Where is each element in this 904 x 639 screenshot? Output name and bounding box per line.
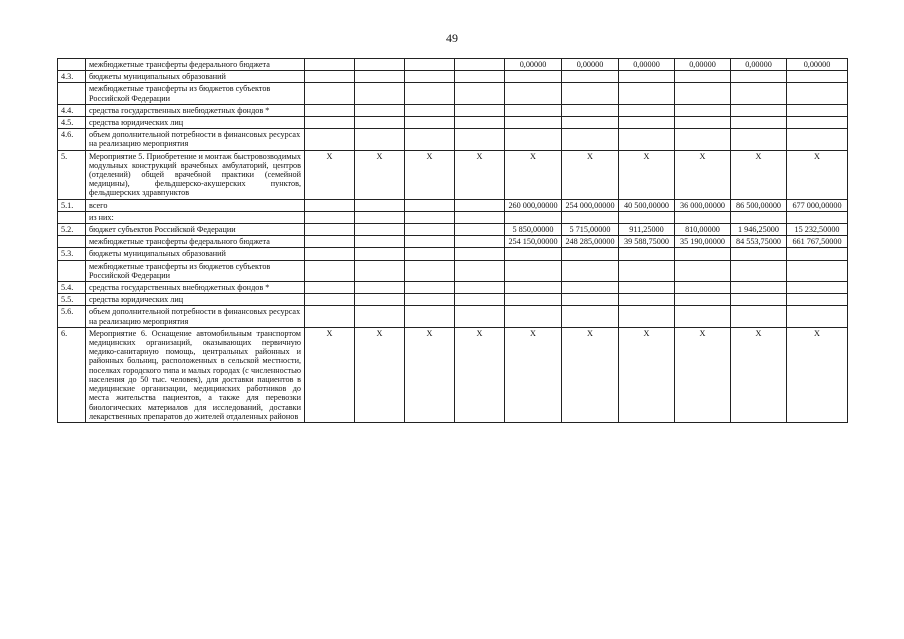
value-cell [455, 117, 505, 129]
value-cell: X [619, 150, 675, 199]
value-cell [405, 199, 455, 211]
value-cell [305, 59, 355, 71]
value-cell: 39 588,75000 [619, 236, 675, 248]
value-cell [455, 59, 505, 71]
row-number: 5.2. [58, 224, 86, 236]
value-cell [787, 306, 848, 327]
value-cell [355, 282, 405, 294]
value-cell [619, 282, 675, 294]
value-cell: 0,00000 [562, 59, 619, 71]
value-cell [305, 306, 355, 327]
value-cell [562, 83, 619, 104]
value-cell: X [305, 150, 355, 199]
value-cell [405, 236, 455, 248]
value-cell [355, 104, 405, 116]
value-cell [731, 294, 787, 306]
value-cell [675, 294, 731, 306]
value-cell: 810,00000 [675, 224, 731, 236]
value-cell [455, 199, 505, 211]
value-cell: 35 190,00000 [675, 236, 731, 248]
value-cell [787, 117, 848, 129]
value-cell: 260 000,00000 [505, 199, 562, 211]
table-row [58, 294, 848, 306]
value-cell [505, 129, 562, 150]
value-cell [355, 236, 405, 248]
value-cell [455, 294, 505, 306]
value-cell: 0,00000 [787, 59, 848, 71]
value-cell [619, 294, 675, 306]
table-row [58, 327, 848, 422]
value-cell: X [787, 327, 848, 422]
row-number [58, 83, 86, 104]
table-row [58, 150, 848, 199]
value-cell [305, 260, 355, 281]
value-cell [405, 59, 455, 71]
row-description: Мероприятие 5. Приобретение и монтаж быстровозводимых модульных конструкций врачебных амбулаторий, центров (отделений) общей врачебной практики (семейной медицины), фельдшерско-акушерских пунктов, фельдшерских здравпунктов [86, 150, 305, 199]
value-cell [305, 199, 355, 211]
value-cell: X [355, 327, 405, 422]
value-cell: X [787, 150, 848, 199]
row-description: межбюджетные трансферты федерального бюджета [86, 59, 305, 71]
value-cell [455, 104, 505, 116]
value-cell [505, 71, 562, 83]
table-row [58, 306, 848, 327]
value-cell [405, 104, 455, 116]
value-cell [455, 129, 505, 150]
row-description: межбюджетные трансферты из бюджетов субъектов Российской Федерации [86, 83, 305, 104]
value-cell [505, 104, 562, 116]
value-cell: X [562, 327, 619, 422]
value-cell [731, 104, 787, 116]
value-cell: X [305, 327, 355, 422]
row-number [58, 260, 86, 281]
value-cell [355, 294, 405, 306]
value-cell [355, 224, 405, 236]
value-cell [787, 104, 848, 116]
value-cell [355, 248, 405, 260]
table-row [58, 211, 848, 223]
value-cell [505, 83, 562, 104]
value-cell [675, 282, 731, 294]
row-description: всего [86, 199, 305, 211]
value-cell [505, 248, 562, 260]
value-cell [675, 83, 731, 104]
value-cell: X [355, 150, 405, 199]
value-cell: 0,00000 [731, 59, 787, 71]
value-cell [619, 260, 675, 281]
value-cell [405, 282, 455, 294]
value-cell [355, 211, 405, 223]
value-cell [405, 260, 455, 281]
table-row [58, 71, 848, 83]
value-cell: 86 500,00000 [731, 199, 787, 211]
row-description: бюджет субъектов Российской Федерации [86, 224, 305, 236]
value-cell [562, 306, 619, 327]
table-row [58, 236, 848, 248]
value-cell [405, 248, 455, 260]
value-cell [731, 248, 787, 260]
row-description: средства юридических лиц [86, 294, 305, 306]
table-row [58, 59, 848, 71]
row-number: 6. [58, 327, 86, 422]
value-cell [787, 71, 848, 83]
row-description: из них: [86, 211, 305, 223]
value-cell [562, 248, 619, 260]
value-cell [731, 211, 787, 223]
value-cell [305, 129, 355, 150]
value-cell: X [731, 327, 787, 422]
value-cell: 0,00000 [619, 59, 675, 71]
value-cell: X [405, 150, 455, 199]
value-cell: X [675, 150, 731, 199]
page-number: 49 [446, 31, 458, 45]
row-description: межбюджетные трансферты федерального бюджета [86, 236, 305, 248]
row-description: Мероприятие 6. Оснащение автомобильным транспортом медицинских организаций, оказывающих первичную медико-санитарную помощь, центральных районных и районных больниц, расположенных в сельской местности, поселках городского типа и малых городах (с численностью населения до 50 тыс. человек), для доставки пациентов в медицинские организации, медицинских работников до места жительства пациентов, а также для перевозки биологических материалов для исследований, доставки лекарственных препаратов до жителей отдаленных районов [86, 327, 305, 422]
table-body [58, 59, 848, 423]
value-cell: X [675, 327, 731, 422]
value-cell [405, 294, 455, 306]
table-row [58, 199, 848, 211]
value-cell [305, 224, 355, 236]
row-number: 4.4. [58, 104, 86, 116]
value-cell: 911,25000 [619, 224, 675, 236]
row-description: бюджеты муниципальных образований [86, 71, 305, 83]
value-cell [731, 282, 787, 294]
value-cell [787, 294, 848, 306]
value-cell: 40 500,00000 [619, 199, 675, 211]
row-number [58, 59, 86, 71]
row-number: 5. [58, 150, 86, 199]
row-number [58, 236, 86, 248]
value-cell [731, 71, 787, 83]
value-cell [731, 117, 787, 129]
value-cell [355, 59, 405, 71]
row-description: бюджеты муниципальных образований [86, 248, 305, 260]
value-cell: X [505, 327, 562, 422]
value-cell [355, 199, 405, 211]
value-cell [787, 248, 848, 260]
row-number: 5.1. [58, 199, 86, 211]
value-cell [455, 236, 505, 248]
value-cell: 5 850,00000 [505, 224, 562, 236]
value-cell [562, 104, 619, 116]
value-cell [505, 260, 562, 281]
value-cell [675, 71, 731, 83]
value-cell [562, 294, 619, 306]
value-cell [355, 129, 405, 150]
value-cell [787, 282, 848, 294]
row-description: объем дополнительной потребности в финансовых ресурсах на реализацию мероприятия [86, 129, 305, 150]
value-cell [455, 282, 505, 294]
value-cell [405, 129, 455, 150]
table-row [58, 260, 848, 281]
value-cell [455, 224, 505, 236]
value-cell [455, 248, 505, 260]
table-row [58, 282, 848, 294]
value-cell [505, 282, 562, 294]
value-cell [405, 71, 455, 83]
row-description: средства государственных внебюджетных фондов * [86, 104, 305, 116]
value-cell [355, 306, 405, 327]
value-cell [675, 129, 731, 150]
value-cell [675, 306, 731, 327]
budget-table [57, 58, 848, 423]
value-cell [675, 117, 731, 129]
value-cell [562, 117, 619, 129]
value-cell [787, 260, 848, 281]
row-number: 5.3. [58, 248, 86, 260]
value-cell [405, 83, 455, 104]
value-cell [619, 83, 675, 104]
value-cell [562, 129, 619, 150]
value-cell: 15 232,50000 [787, 224, 848, 236]
row-number: 5.6. [58, 306, 86, 327]
table-row [58, 129, 848, 150]
value-cell [562, 282, 619, 294]
value-cell: 1 946,25000 [731, 224, 787, 236]
value-cell [505, 211, 562, 223]
value-cell [305, 282, 355, 294]
value-cell [305, 211, 355, 223]
value-cell [562, 71, 619, 83]
value-cell [675, 248, 731, 260]
value-cell [405, 211, 455, 223]
value-cell [562, 211, 619, 223]
row-description: средства государственных внебюджетных фондов * [86, 282, 305, 294]
value-cell [505, 117, 562, 129]
value-cell [619, 104, 675, 116]
value-cell: 254 150,00000 [505, 236, 562, 248]
value-cell [619, 248, 675, 260]
value-cell [619, 211, 675, 223]
value-cell: 677 000,00000 [787, 199, 848, 211]
value-cell: 84 553,75000 [731, 236, 787, 248]
value-cell [619, 71, 675, 83]
value-cell [675, 211, 731, 223]
value-cell [305, 83, 355, 104]
value-cell: X [405, 327, 455, 422]
row-number [58, 211, 86, 223]
value-cell: X [562, 150, 619, 199]
row-description: межбюджетные трансферты из бюджетов субъектов Российской Федерации [86, 260, 305, 281]
value-cell [305, 104, 355, 116]
value-cell [305, 236, 355, 248]
value-cell [731, 83, 787, 104]
table-row [58, 104, 848, 116]
value-cell [305, 294, 355, 306]
value-cell: 254 000,00000 [562, 199, 619, 211]
value-cell: 5 715,00000 [562, 224, 619, 236]
value-cell [305, 248, 355, 260]
value-cell [731, 260, 787, 281]
value-cell: 0,00000 [505, 59, 562, 71]
value-cell: X [455, 327, 505, 422]
value-cell: X [731, 150, 787, 199]
value-cell [787, 83, 848, 104]
row-number: 5.4. [58, 282, 86, 294]
value-cell [355, 117, 405, 129]
value-cell [619, 117, 675, 129]
value-cell [731, 306, 787, 327]
value-cell [787, 211, 848, 223]
table-row [58, 224, 848, 236]
row-number: 4.6. [58, 129, 86, 150]
table-row [58, 117, 848, 129]
value-cell [305, 117, 355, 129]
value-cell: 0,00000 [675, 59, 731, 71]
value-cell: X [505, 150, 562, 199]
table-row [58, 83, 848, 104]
value-cell [731, 129, 787, 150]
value-cell [455, 306, 505, 327]
value-cell [505, 294, 562, 306]
value-cell [787, 129, 848, 150]
value-cell [405, 117, 455, 129]
row-description: средства юридических лиц [86, 117, 305, 129]
value-cell [355, 71, 405, 83]
value-cell [455, 71, 505, 83]
value-cell: 36 000,00000 [675, 199, 731, 211]
value-cell: 661 767,50000 [787, 236, 848, 248]
value-cell [562, 260, 619, 281]
value-cell [355, 83, 405, 104]
value-cell [675, 104, 731, 116]
value-cell [305, 71, 355, 83]
row-description: объем дополнительной потребности в финансовых ресурсах на реализацию мероприятия [86, 306, 305, 327]
value-cell [455, 211, 505, 223]
value-cell [455, 260, 505, 281]
value-cell [455, 83, 505, 104]
value-cell [355, 260, 405, 281]
value-cell [405, 224, 455, 236]
row-number: 5.5. [58, 294, 86, 306]
value-cell [405, 306, 455, 327]
value-cell [675, 260, 731, 281]
value-cell: X [455, 150, 505, 199]
table-row [58, 248, 848, 260]
value-cell [619, 129, 675, 150]
value-cell: X [619, 327, 675, 422]
value-cell [505, 306, 562, 327]
value-cell: 248 285,00000 [562, 236, 619, 248]
row-number: 4.5. [58, 117, 86, 129]
value-cell [619, 306, 675, 327]
row-number: 4.3. [58, 71, 86, 83]
